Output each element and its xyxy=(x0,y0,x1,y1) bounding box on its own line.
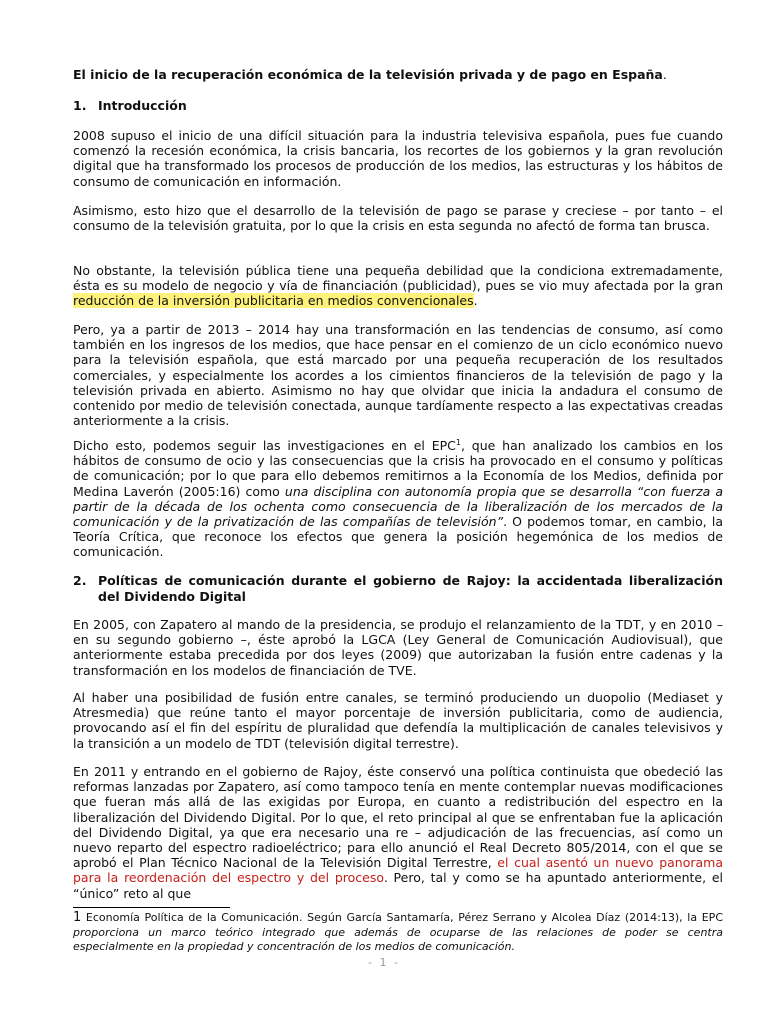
paragraph-text: En 2011 y entrando en el gobierno de Rajoy, éste conservó una política continuista que obedeció las reformas lanzadas por Zapatero, así como tampoco tenía en mente contemplar nuevas modificaciones que fueran más allá de las exigidas por Europa, en cuanto a redistribución del espectro en la liberalización del Dividendo Digital. Por lo que, el reto principal al que se enfrentaban fue la aplicación del Dividendo Digital, ya que era necesario una re – adjudicación de las frecuencias, así como un nuevo reparto del espectro radioeléctrico; para ello anunció el Real Decreto 805/2014, con el que se aprobó el Plan Técnico Nacional de la Televisión Digital Terrestre, xyxy=(73,764,723,871)
section-heading-text: Políticas de comunicación durante el gobierno de Rajoy: la accidentada liberalización del Dividendo Digital xyxy=(98,573,723,604)
footnote-text: Economía Política de la Comunicación. Según García Santamaría, Pérez Serrano y Alcolea Díaz (2014:13), la EPC xyxy=(81,911,723,924)
title-period: . xyxy=(662,67,667,82)
paragraph-text: Dicho esto, podemos seguir las investigaciones en el EPC xyxy=(73,438,456,453)
section-1-heading xyxy=(73,98,723,114)
section-2-heading xyxy=(73,573,723,605)
footnote-italic-text: proporciona un marco teórico integrado que además de ocuparse de las relaciones de poder se centra especialmente en la propiedad y concentración de los medios de comunicación. xyxy=(73,925,723,953)
paragraph-text: No obstante, la televisión pública tiene una pequeña debilidad que la condiciona extremadamente, ésta es su modelo de negocio y vía de financiación (publicidad), pues se vio muy afectada por la gran xyxy=(73,263,723,294)
document-title xyxy=(73,66,713,84)
paragraph-text: . O podemos tomar, en cambio, la Teoría Crítica, que reconoce los efectos que genera la posición hegemónica de los medios de comunicación. xyxy=(73,514,724,560)
paragraph-1: 2008 supuso el inicio de una difícil situación para la industria televisiva española, pues fue cuando comenzó la recesión económica, la crisis bancaria, los recortes de los gobiernos y la gran revolución digital que ha transformado los procesos de producción de los medios, las estructuras y los hábitos de consumo de comunicación en información. xyxy=(73,128,723,189)
paragraph-8 xyxy=(73,764,723,901)
paragraph-3 xyxy=(73,263,723,309)
italic-quote: una disciplina con autonomía propia que se desarrolla “con fuerza a partir de la década de los ochenta como consecuencia de la liberalización de los mercados de la comunicación y de la privatización de las compañías de televisión” xyxy=(73,483,723,530)
paragraph-text: , que han analizado los cambios en los hábitos de consumo de ocio y las consecuencias que la crisis ha provocado en el consumo y políticas de comunicación; por lo que para ello debemos remitirnos a la Economía de los Medios, definida por Medina Laverón (2005:16) como xyxy=(73,438,723,499)
paragraph-5 xyxy=(73,438,723,560)
paragraph-text: . Pero, tal y como se ha apuntado anteriormente, el “único” reto al que xyxy=(73,870,723,901)
paragraph-4: Pero, ya a partir de 2013 – 2014 hay una transformación en las tendencias de consumo, así como también en los ingresos de los medios, que hace pensar en el comienzo de un ciclo económico nuevo para la televisión española, que está marcado por una pequeña recuperación de los resultados comerciales, y especialmente los acordes a los cimientos financieros de la televisión de pago y la televisión privada en abierto. Asimismo no hay que olvidar que inicia la andadura el consumo de contenido por medio de televisión conectada, aunque tardíamente respecto a las expectativas creadas anteriormente a la crisis. xyxy=(73,322,723,429)
footnote xyxy=(73,911,723,955)
section-heading-text: Introducción xyxy=(98,98,187,113)
section-number: 2. xyxy=(73,573,87,588)
footnote-separator xyxy=(73,907,230,908)
paragraph-2: Asimismo, esto hizo que el desarrollo de la televisión de pago se parase y creciese – por tanto – el consumo de la televisión gratuita, por lo que la crisis en esta segunda no afectó de forma tan brusca. xyxy=(73,203,723,234)
title-text: El inicio de la recuperación económica de la televisión privada y de pago en España xyxy=(73,67,663,82)
page-number: - 1 - xyxy=(368,956,400,969)
red-text: el cual asentó un nuevo panorama para la reordenación del espectro y del proceso xyxy=(73,855,723,886)
highlighted-text: reducción de la inversión publicitaria en medios convencionales xyxy=(73,293,474,309)
paragraph-7: Al haber una posibilidad de fusión entre canales, se terminó produciendo un duopolio (Mediaset y Atresmedia) que reúne tanto el mayor porcentaje de inversión publicitaria, como de audiencia, provocando así el fin del espíritu de pluralidad que defendía la multiplicación de canales televisivos y la transición a un modelo de TDT (televisión digital terrestre). xyxy=(73,690,723,751)
section-number: 1. xyxy=(73,98,87,113)
footnote-reference[interactable]: 1 xyxy=(455,437,461,447)
paragraph-text: . xyxy=(473,293,478,309)
paragraph-6: En 2005, con Zapatero al mando de la presidencia, se produjo el relanzamiento de la TDT, y en 2010 – en su segundo gobierno –, éste aprobó la LGCA (Ley General de Comunicación Audiovisual), que anteriormente estaba precedida por dos leyes (2009) que autorizaban la fusión entre cadenas y la transformación en los modelos de financiación de TVE. xyxy=(73,617,723,678)
footnote-number: 1 xyxy=(73,910,82,925)
